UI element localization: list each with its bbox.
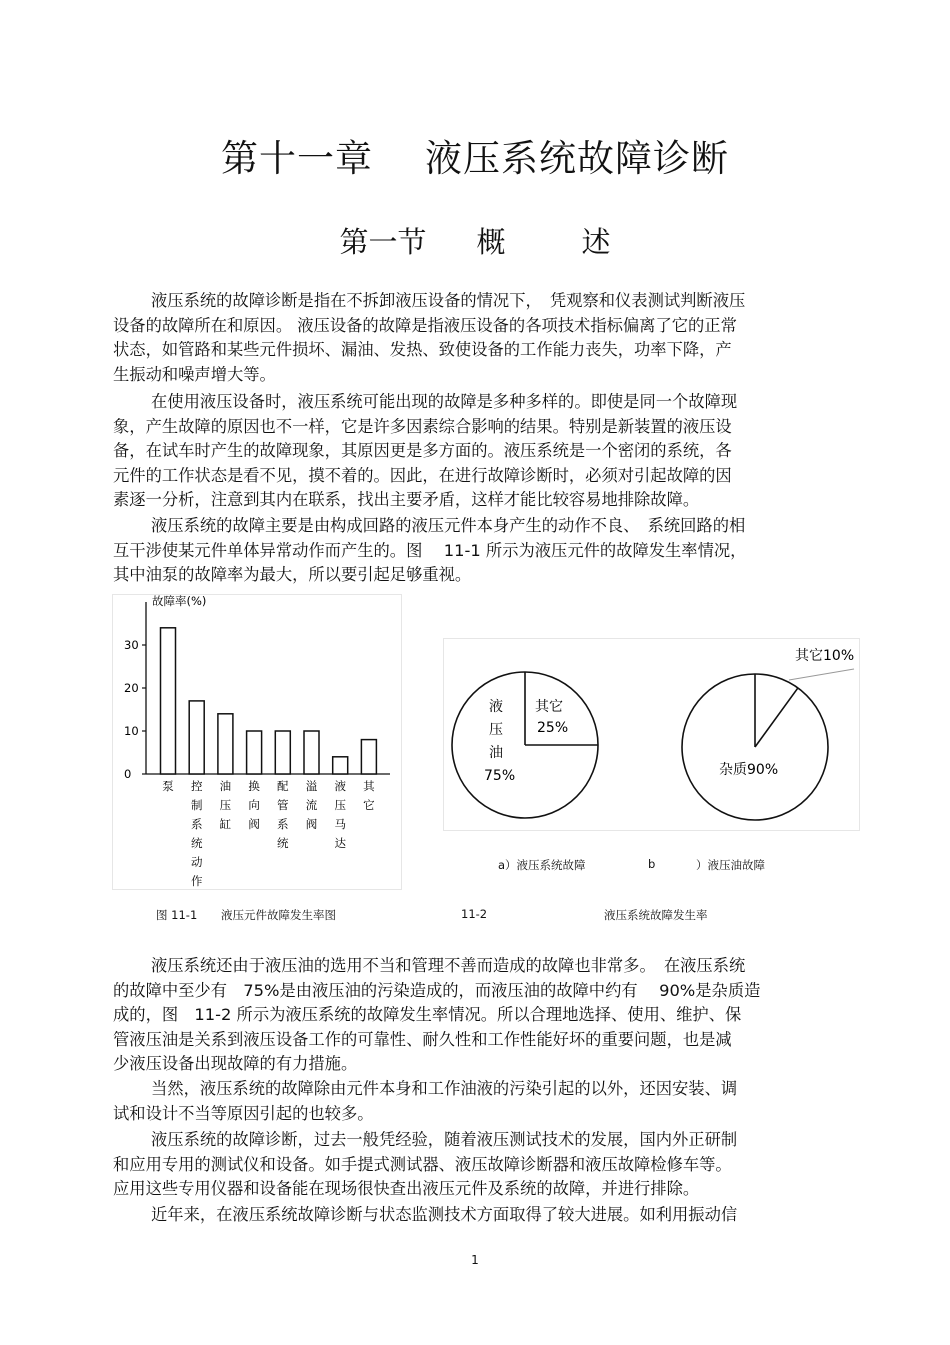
bar-油压缸	[218, 714, 233, 774]
chapter-name: 液压系统故障诊断	[425, 137, 729, 180]
text-line: 元件的工作状态是看不见，摸不着的。因此，在进行故障诊断时，必须对引起故障的因	[113, 465, 732, 485]
text-line: 近年来，在液压系统故障诊断与状态监测技术方面取得了较大进展。如利用振动信	[151, 1205, 738, 1224]
bar-液压马达	[333, 757, 348, 774]
y-tick-label: 0	[124, 767, 132, 781]
paragraph-4	[113, 954, 839, 1077]
text-line: 液压系统的故障主要是由构成回路的液压元件本身产生的动作不良、 系统回路的相	[151, 516, 746, 535]
text-line: 管液压油是关系到液压设备工作的可靠性、耐久性和工作性能好坏的重要问题，也是减	[113, 1029, 732, 1049]
paragraph-5	[113, 1077, 839, 1126]
text-line: 状态，如管路和某些元件损坏、漏油、发热、致使设备的工作能力丧失，功率下降，产	[113, 340, 732, 359]
text-line: 素逐一分析，注意到其内在联系，找出主要矛盾，这样才能比较容易地排除故障。	[113, 490, 700, 509]
fig1-caption-number: 图 11-1	[156, 908, 198, 922]
y-tick-label: 30	[124, 638, 139, 652]
fig2-caption-text: 液压系统故障发生率	[604, 908, 708, 922]
text-line: 设备的故障所在和原因。 液压设备的故障是指液压设备的各项技术指标偏离了它的正常	[113, 315, 737, 335]
y-tick-label: 20	[124, 681, 139, 695]
paragraph-3	[113, 514, 839, 588]
x-tick-label: 液压马达	[334, 779, 346, 850]
paragraph-2	[113, 390, 839, 513]
text-line: 和应用专用的测试仪和设备。如手提式测试器、液压故障诊断器和液压故障检修车等。	[113, 1154, 732, 1174]
pie-a-label-oil-3: 油	[489, 745, 503, 761]
pie-b-impurity-value: 90%	[747, 762, 779, 778]
bar-溢流阀	[304, 731, 319, 774]
text-line: 在使用液压设备时，液压系统可能出现的故障是多种多样的。即使是同一个故障现	[151, 392, 738, 411]
fig1-caption-text: 液压元件故障发生率图	[221, 908, 336, 922]
text-line: 备，在试车时产生的故障现象，其原因更是多方面的。液压系统是一个密闭的系统，各	[113, 441, 732, 460]
pie-b-caption-letter: b	[648, 857, 656, 871]
section-number: 第一节	[339, 225, 427, 259]
pie-b-leader-line	[789, 669, 854, 680]
section-title	[0, 220, 950, 261]
x-tick-label: 控制系统动作	[190, 779, 203, 888]
bar-其它	[361, 740, 376, 774]
pie-a-label-oil-1: 液	[489, 699, 503, 715]
x-tick-label: 泵	[162, 779, 174, 793]
pie-a-label-other: 其它	[535, 699, 563, 715]
chapter-title	[0, 128, 950, 182]
text-line: 生振动和噪声增大等。	[113, 364, 276, 384]
page-number: 1	[471, 1253, 479, 1267]
x-tick-label: 其它	[363, 779, 375, 812]
x-tick-label: 换向阀	[248, 779, 260, 831]
paragraph-1	[113, 289, 839, 387]
text-line: 少液压设备出现故障的有力措施。	[113, 1054, 358, 1073]
text-line: 象，产生故障的原因也不一样，它是许多因素综合影响的结果。特别是新装置的液压设	[113, 416, 732, 436]
text-line: 液压系统还由于液压油的选用不当和管理不善而造成的故障也非常多。 在液压系统	[151, 956, 746, 975]
text-line: 成的，图 11-2 所示为液压系统的故障发生率情况。所以合理地选择、使用、维护、保	[113, 1005, 742, 1024]
text-line: 其中油泵的故障率为最大，所以要引起足够重视。	[113, 565, 472, 584]
text-line: 当然，液压系统的故障除由元件本身和工作油液的污染引起的以外，还因安装、调	[151, 1079, 738, 1098]
pie-a-value-other: 25%	[537, 720, 569, 736]
bar-配管系统	[275, 731, 290, 774]
section-word-1: 概	[476, 225, 506, 259]
bar-泵	[161, 628, 176, 774]
pie-a-label-oil-2: 压	[489, 722, 503, 738]
text-line: 液压系统的故障诊断是指在不拆卸液压设备的情况下， 凭观察和仪表测试判断液压	[151, 291, 746, 310]
text-line: 试和设计不当等原因引起的也较多。	[113, 1103, 374, 1123]
pie-b-other-value: 10%	[823, 648, 855, 664]
y-tick-label: 10	[124, 724, 139, 738]
x-tick-label: 配管系统	[277, 779, 289, 850]
y-axis-label: 故障率(%)	[152, 594, 207, 608]
text-line: 应用这些专用仪器和设备能在现场很快查出液压元件及系统的故障，并进行排除。	[113, 1179, 700, 1198]
x-tick-label: 油压缸	[219, 779, 232, 831]
pie-b-label-impurity	[719, 761, 778, 778]
text-line: 互干涉使某元件单体异常动作而产生的。图 11-1 所示为液压元件的故障发生率情况，	[113, 540, 747, 560]
pie-a-caption: a）液压系统故障	[498, 858, 586, 872]
paragraph-6	[113, 1128, 839, 1202]
pie-a-value-oil: 75%	[484, 768, 516, 784]
pie-b-label-other	[795, 648, 854, 664]
section-word-2: 述	[581, 225, 611, 259]
bar-chart	[112, 594, 402, 890]
pie-b-impurity-name: 杂质	[719, 762, 747, 778]
bar-换向阀	[247, 731, 262, 774]
x-tick-label: 溢流阀	[305, 779, 318, 831]
pie-charts	[443, 638, 863, 832]
pie-b-other-name: 其它	[795, 648, 823, 664]
paragraph-7	[113, 1203, 839, 1228]
fig2-caption-number: 11-2	[461, 907, 488, 921]
chapter-number: 第十一章	[221, 137, 373, 180]
text-line: 液压系统的故障诊断，过去一般凭经验，随着液压测试技术的发展，国内外正研制	[151, 1130, 738, 1149]
pie-b-caption: ）液压油故障	[696, 858, 765, 872]
bar-控制系统动作	[189, 701, 204, 774]
text-line: 的故障中至少有 75%是由液压油的污染造成的，而液压油的故障中约有 90%是杂质造	[113, 980, 761, 1000]
